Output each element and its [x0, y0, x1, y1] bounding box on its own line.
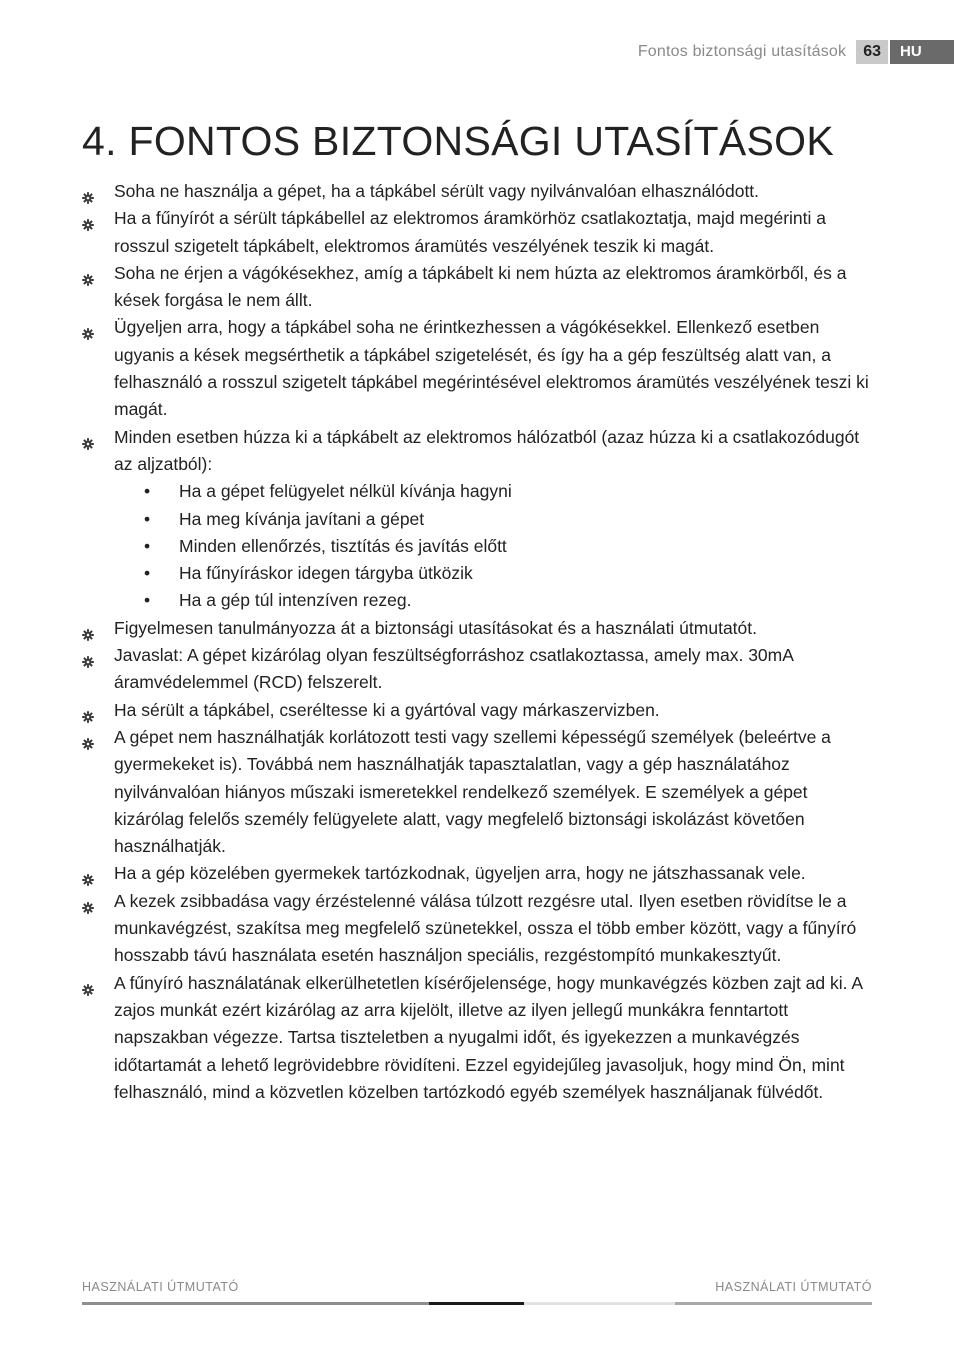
list-item: [82, 860, 872, 887]
list-item: [82, 724, 872, 860]
sub-list-item: [114, 478, 872, 505]
list-item: [82, 314, 872, 423]
sub-list-item: [114, 533, 872, 560]
footer-bar-segment: [675, 1302, 872, 1305]
gear-bullet-icon: [82, 867, 94, 879]
page-header: [638, 40, 954, 64]
gear-bullet-icon: [82, 977, 94, 989]
sub-list-item: [114, 506, 872, 533]
sub-list-item-text: Minden ellenőrzés, tisztítás és javítás előtt: [179, 535, 507, 556]
language-badge: HU: [890, 40, 954, 64]
gear-bullet-icon: [82, 212, 94, 224]
bullet-dot-icon: •: [144, 563, 151, 584]
list-item-text: A gépet nem használhatják korlátozott testi vagy szellemi képességű személyek (beleértve a gyermekeket is). Továbbá nem használhatják tapasztalatlan, vagy a gép használatához nyilvánvalóan hiányos műszaki ismeretekkel rendelkező személyek. E személyek a gépet kizárólag felelős személy felügyelete alatt, vagy megfelelő biztonsági iskolázást követően használhatják.: [114, 726, 831, 857]
list-item: [82, 205, 872, 260]
list-item: [82, 697, 872, 724]
list-item-text: Ha a fűnyírót a sérült tápkábellel az elektromos áramkörhöz csatlakoztatja, majd megérinti a rosszul szigetelt tápkábelt, elektromos áramütés veszélyének teszik ki magát.: [114, 208, 826, 256]
list-item-text: Minden esetben húzza ki a tápkábelt az elektromos hálózatból (azaz húzza ki a csatlakozódugót az aljzatból):: [114, 426, 860, 474]
bullet-dot-icon: •: [144, 590, 151, 611]
list-item-text: Ügyeljen arra, hogy a tápkábel soha ne érintkezhessen a vágókésekkel. Ellenkező esetben ugyanis a kések megsérthetik a tápkábel szigetelését, és így ha a gép feszültség alatt van, a felhasználó a rosszul szigetelt tápkábel megérintésével elektromos áramütés veszélyének teszi ki magát.: [114, 317, 869, 420]
footer-bar-segment: [524, 1302, 675, 1305]
gear-bullet-icon: [82, 649, 94, 661]
footer-left-label: HASZNÁLATI ÚTMUTATÓ: [82, 1280, 239, 1294]
safety-list: [82, 178, 872, 1106]
sub-list-item: [114, 560, 872, 587]
list-item-text: Ha sérült a tápkábel, cseréltesse ki a gyártóval vagy márkaszervizben.: [114, 699, 660, 720]
gear-bullet-icon: [82, 267, 94, 279]
list-item-text: Javaslat: A gépet kizárólag olyan feszültségforráshoz csatlakoztassa, amely max. 30mA áramvédelemmel (RCD) felszerelt.: [114, 645, 793, 693]
sub-list-item: [114, 587, 872, 614]
sub-list-item-text: Ha a gépet felügyelet nélkül kívánja hagyni: [179, 481, 512, 502]
footer-right-label: HASZNÁLATI ÚTMUTATÓ: [715, 1280, 872, 1294]
list-item-text: Soha ne használja a gépet, ha a tápkábel sérült vagy nyilvánvalóan elhasználódott.: [114, 181, 760, 201]
list-item: [82, 615, 872, 642]
bullet-dot-icon: •: [144, 481, 151, 502]
list-item: [82, 888, 872, 970]
list-item: [82, 642, 872, 697]
list-item-text: Ha a gép közelében gyermekek tartózkodnak, ügyeljen arra, hogy ne játszhassanak vele.: [114, 863, 806, 884]
gear-bullet-icon: [82, 895, 94, 907]
list-item-text: A kezek zsibbadása vagy érzéstelenné válása túlzott rezgésre utal. Ilyen esetben rövidítse le a munkavégzést, szakítsa meg megfelelő szünetekkel, ossza el több ember között, vagy a fűnyíró hosszabb távú használata esetén használjon speciális, rezgéstompító munkakesztyűt.: [114, 890, 857, 966]
bullet-dot-icon: •: [144, 535, 151, 556]
gear-bullet-icon: [82, 431, 94, 443]
bullet-dot-icon: •: [144, 508, 151, 529]
list-item: [82, 970, 872, 1106]
gear-bullet-icon: [82, 622, 94, 634]
footer-bar-segment: [82, 1302, 429, 1305]
gear-bullet-icon: [82, 185, 94, 197]
sub-list-item-text: Ha fűnyíráskor idegen tárgyba ütközik: [179, 563, 473, 584]
sub-list-item-text: Ha a gép túl intenzíven rezeg.: [179, 590, 412, 611]
list-item: [82, 260, 872, 315]
footer-bar-segment: [429, 1302, 524, 1305]
section-title: Fontos biztonsági utasítások: [637, 43, 847, 60]
list-item: [82, 424, 872, 615]
list-item-text: Soha ne érjen a vágókésekhez, amíg a tápkábelt ki nem húzta az elektromos áramkörből, és a kések forgása le nem állt.: [114, 262, 847, 311]
gear-bullet-icon: [82, 704, 94, 716]
list-item-text: A fűnyíró használatának elkerülhetetlen kísérőjelensége, hogy munkavégzés közben zajt ad ki. A zajos munkát ezért kizárólag az arra kijelölt, illetve az ilyen jellegű munkákra fenntartott napszakban végezze. Tartsa tiszteletben a nyugalmi időt, és igyekezzen a munkavégzés időtartamát a lehető legrövidebbre rövidíteni. Ezzel egyidejűleg javasoljuk, hogy mind Ön, mint felhasználó, mind a közvetlen közelben tartózkodó egyéb személyek használjanak fülvédőt.: [114, 972, 863, 1102]
page-number: 63: [856, 40, 888, 64]
gear-bullet-icon: [82, 321, 94, 333]
sub-list: [114, 478, 872, 614]
gear-bullet-icon: [82, 731, 94, 743]
page-title: 4. FONTOS BIZTONSÁGI UTASÍTÁSOK: [82, 118, 834, 164]
list-item: [82, 178, 872, 205]
sub-list-item-text: Ha meg kívánja javítani a gépet: [179, 508, 425, 529]
list-item-text: Figyelmesen tanulmányozza át a biztonsági utasításokat és a használati útmutatót.: [114, 617, 757, 638]
